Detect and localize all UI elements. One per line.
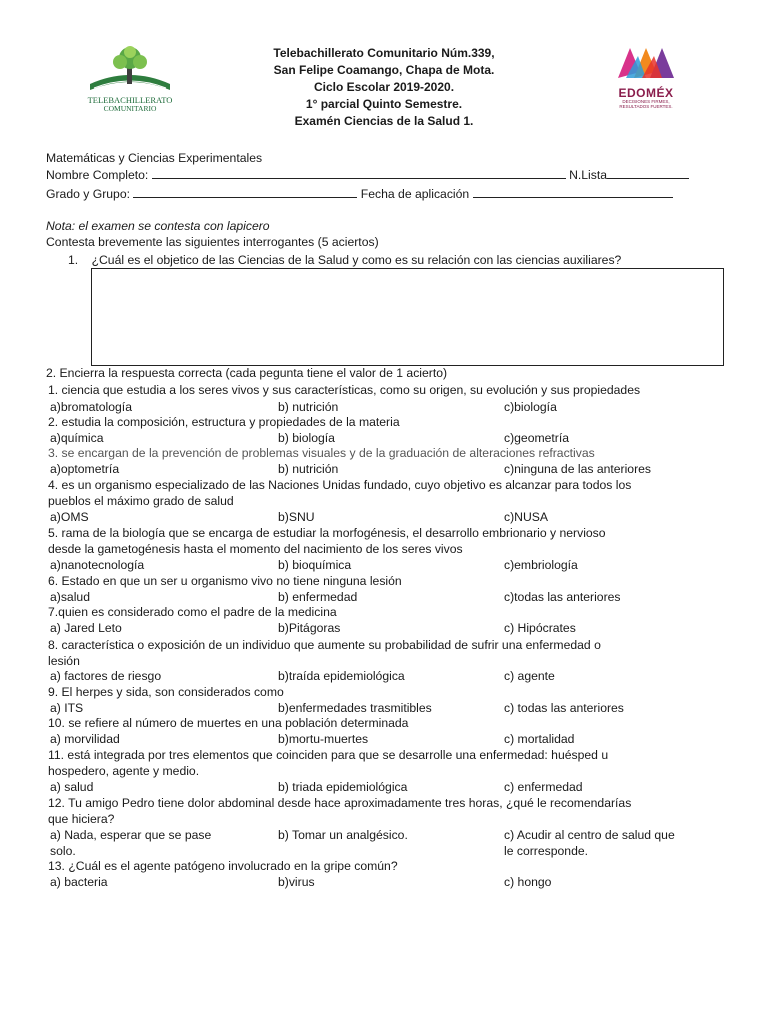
logo-line2: COMUNITARIO [103,104,157,113]
option-a[interactable]: a) ITS [50,701,84,715]
question-text: 4. es un organismo especializado de las Naciones Unidas fundado, cuyo objetivo es alcanzar para todos los [48,478,632,492]
telebachillerato-logo [84,44,176,120]
question-text: 10. se refiere al número de muertes en una población determinada [48,716,409,730]
exam-note: Nota: el examen se contesta con lapicero [46,219,270,233]
option-c[interactable]: c)NUSA [504,510,549,524]
section1-instruction: Contesta brevemente las siguientes interrogantes (5 aciertos) [46,235,379,249]
option-a[interactable]: a)química [50,431,104,445]
header-line: Telebachillerato Comunitario Núm.339, [273,46,495,60]
option-b[interactable]: b) bioquímica [278,558,352,572]
group-row [46,186,673,202]
question-text: desde la gametogénesis hasta el momento del nacimiento de los seres vivos [48,542,463,556]
option-a-continued: solo. [50,844,76,858]
option-a[interactable]: a) salud [50,780,94,794]
option-a[interactable]: a) factores de riesgo [50,669,162,683]
list-label: N.Lista [569,168,607,182]
name-row [46,167,689,183]
name-field[interactable] [152,167,566,179]
question-text: hospedero, agente y medio. [48,764,200,778]
option-c[interactable]: c) mortalidad [504,732,575,746]
option-a[interactable]: a)bromatología [50,400,132,414]
tree-book-icon [84,44,176,96]
question-text: 7.quien es considerado como el padre de la medicina [48,605,337,619]
option-c[interactable]: c) Hipócrates [504,621,576,635]
option-a[interactable]: a)nanotecnología [50,558,145,572]
option-b[interactable]: b)SNU [278,510,315,524]
option-a[interactable]: a) morvilidad [50,732,120,746]
option-b[interactable]: b)virus [278,875,315,889]
option-b[interactable]: b) Tomar un analgésico. [278,828,408,842]
option-c[interactable]: c)embriología [504,558,578,572]
option-c-continued: le corresponde. [504,844,589,858]
name-label: Nombre Completo: [46,168,149,182]
option-c[interactable]: c)geometría [504,431,570,445]
question-text: 5. rama de la biología que se encarga de estudiar la morfogénesis, el desarrollo embrionario y nervioso [48,526,606,540]
option-c[interactable]: c)ninguna de las anteriores [504,462,652,476]
question-text: 2. estudia la composición, estructura y propiedades de la materia [48,415,400,429]
list-number-field[interactable] [607,167,689,179]
option-a[interactable]: a) Nada, esperar que se pase [50,828,212,842]
option-a[interactable]: a) Jared Leto [50,621,122,635]
option-b[interactable]: b) biología [278,431,335,445]
question-text: 1. ciencia que estudia a los seres vivos y sus características, como su origen, su evolución y sus propiedades [48,383,641,397]
edomex-tagline: DECISIONES FIRMES, RESULTADOS FUERTES. [619,99,673,109]
option-a[interactable]: a)salud [50,590,90,604]
question-text: 6. Estado en que un ser u organismo vivo no tiene ninguna lesión [48,574,402,588]
header-line: 1° parcial Quinto Semestre. [305,97,463,111]
header-line: Ciclo Escolar 2019-2020. [313,80,455,94]
group-field[interactable] [133,186,357,198]
question-text: que hiciera? [48,812,115,826]
option-c[interactable]: c) todas las anteriores [504,701,624,715]
question-text: ¿Cuál es el objetico de las Ciencias de la Salud y como es su relación con las ciencias auxiliares? [91,253,622,267]
question-text: 8. característica o exposición de un individuo que aumente su probabilidad de sufrir una enfermedad o [48,638,601,652]
option-b[interactable]: b) triada epidemiológica [278,780,408,794]
date-label: Fecha de aplicación [360,187,470,201]
question-text: pueblos el máximo grado de salud [48,494,234,508]
option-b[interactable]: b)Pitágoras [278,621,341,635]
option-b[interactable]: b) nutrición [278,400,339,414]
edomex-logo [612,42,680,112]
question-text: 9. El herpes y sida, son considerados como [48,685,284,699]
exam-header [200,45,568,130]
header-line: San Felipe Coamango, Chapa de Mota. [273,63,495,77]
option-c[interactable]: c) agente [504,669,555,683]
option-c[interactable]: c) Acudir al centro de salud que [504,828,675,842]
option-b[interactable]: b)mortu-muertes [278,732,369,746]
question-text: 12. Tu amigo Pedro tiene dolor abdominal desde hace aproximadamente tres horas, ¿qué le recomendarías [48,796,632,810]
area-label: Matemáticas y Ciencias Experimentales [46,151,263,165]
edomex-name: EDOMÉX [618,86,674,100]
option-c[interactable]: c) hongo [504,875,552,889]
question-number: 1. [68,253,79,267]
option-b[interactable]: b) enfermedad [278,590,358,604]
option-b[interactable]: b)traída epidemiológica [278,669,405,683]
edomex-m-icon [612,42,680,82]
question-1 [68,253,621,268]
group-label: Grado y Grupo: [46,187,130,201]
option-c[interactable]: c)biología [504,400,557,414]
option-c[interactable]: c) enfermedad [504,780,583,794]
option-a[interactable]: a) bacteria [50,875,108,889]
option-a[interactable]: a)optometría [50,462,120,476]
question-text: 3. se encargan de la prevención de problemas visuales y de la graduación de alteraciones refractivas [48,446,595,460]
option-c[interactable]: c)todas las anteriores [504,590,621,604]
question-text: lesión [48,654,80,668]
option-a[interactable]: a)OMS [50,510,89,524]
section2-instruction: 2. Encierra la respuesta correcta (cada pegunta tiene el valor de 1 acierto) [46,366,448,380]
answer-box[interactable] [91,268,724,366]
option-b[interactable]: b)enfermedades trasmitibles [278,701,432,715]
question-text: 13. ¿Cuál es el agente patógeno involucrado en la gripe común? [48,859,398,873]
option-b[interactable]: b) nutrición [278,462,339,476]
header-line: Examén Ciencias de la Salud 1. [294,114,474,128]
question-text: 11. está integrada por tres elementos que coinciden para que se desarrolle una enfermedad: huésped u [48,748,609,762]
logo-line1: TELEBACHILLERATO [87,95,173,105]
date-field[interactable] [473,186,673,198]
